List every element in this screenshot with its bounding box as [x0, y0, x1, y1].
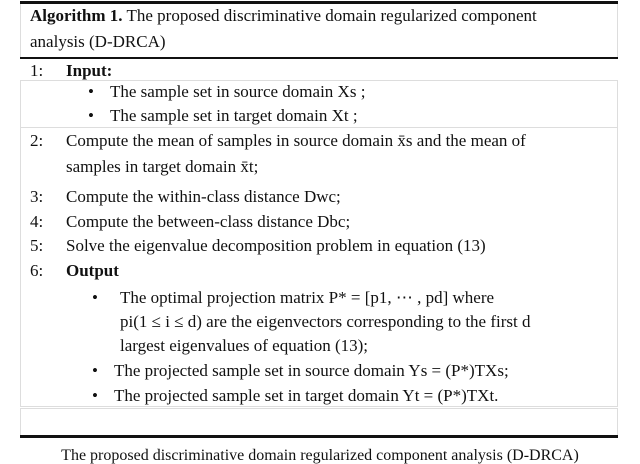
bullet-text: The projected sample set in target domain Yt = (P*)TXt.	[114, 386, 499, 405]
bullet-icon: •	[92, 386, 98, 405]
bullet-text: The sample set in target domain Xt ;	[110, 106, 358, 125]
title-text: The proposed discriminative domain regularized component	[126, 6, 537, 25]
bullet-icon: •	[88, 106, 94, 125]
step-num: 4:	[30, 212, 44, 231]
step-text: Compute the within-class distance Dwc;	[66, 187, 341, 206]
step-2	[30, 131, 526, 151]
step-num: 3:	[30, 187, 44, 206]
bullet-text: The projected sample set in source domain Ys = (P*)TXs;	[114, 361, 509, 380]
output-bullet	[92, 288, 494, 308]
output-label: Output	[66, 261, 119, 280]
bullet-icon: •	[92, 361, 98, 380]
step-5	[30, 236, 486, 256]
output-bullet	[92, 361, 509, 381]
output-bullet-cont: largest eigenvalues of equation (13);	[120, 336, 368, 355]
step-num: 6:	[30, 261, 44, 280]
header-rule	[20, 57, 618, 59]
algorithm-title	[30, 6, 537, 26]
output-bullet	[92, 386, 498, 406]
step-4	[30, 212, 350, 232]
step-3	[30, 187, 341, 207]
step-2-cont: samples in target domain x̄t;	[66, 157, 259, 176]
bullet-icon: •	[92, 288, 98, 307]
bottom-rule	[20, 435, 618, 438]
step-num: 1:	[30, 61, 44, 80]
bullet-icon: •	[88, 82, 94, 101]
title-label: Algorithm 1.	[30, 6, 123, 25]
bullet-text: The optimal projection matrix P* = [p1, ⋯ , pd] where	[120, 288, 495, 307]
step-text: Compute the between-class distance Dbc;	[66, 212, 351, 231]
step-1	[30, 61, 112, 81]
input-bullet	[88, 82, 365, 102]
step-num: 2:	[30, 131, 44, 150]
output-bullet-cont: pi(1 ≤ i ≤ d) are the eigenvectors corresponding to the first d	[120, 312, 531, 331]
step-6	[30, 261, 119, 281]
figure-caption: The proposed discriminative domain regularized component analysis (D-DRCA)	[61, 447, 579, 464]
input-bullet	[88, 106, 358, 126]
step-text: Solve the eigenvalue decomposition problem in equation (13)	[66, 236, 486, 255]
algorithm-title-line2: analysis (D-DRCA)	[30, 32, 166, 51]
step-num: 5:	[30, 236, 44, 255]
empty-row	[20, 408, 618, 436]
step-text: Compute the mean of samples in source domain x̄s and the mean of	[66, 131, 526, 150]
bullet-text: The sample set in source domain Xs ;	[110, 82, 366, 101]
input-label: Input:	[66, 61, 113, 80]
